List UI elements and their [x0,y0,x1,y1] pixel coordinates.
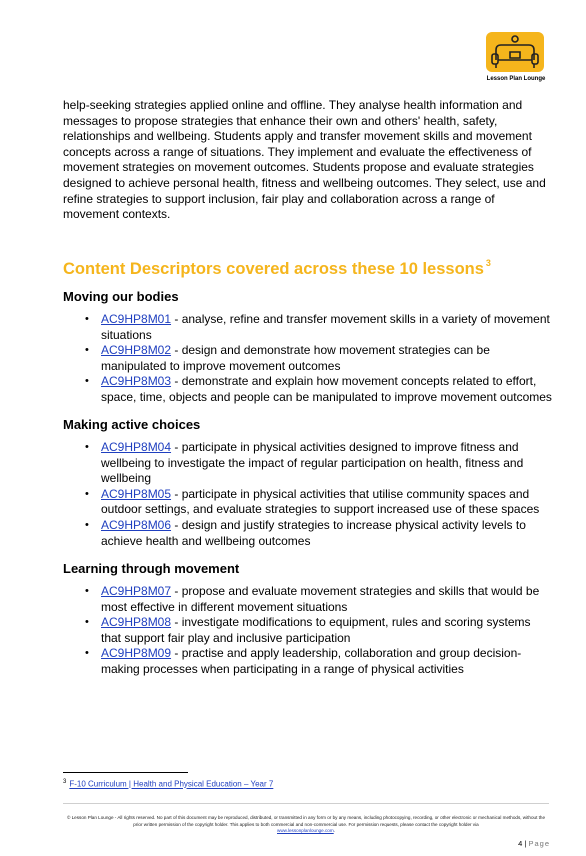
descriptor-code-link[interactable]: AC9HP8M05 [101,486,172,501]
list-item [63,584,553,615]
page-number [518,839,550,848]
achievement-standard-text: help-seeking strategies applied online and offline. They analyse health information and messages to propose strategies that enhance their own and others' health, safety, relationships and wellbeing. Students apply and transfer movement skills and movement concepts across a range of situations. They implement and evaluate the effectiveness of movement strategies on movement outcomes. Students propose and evaluate strategies designed to achieve personal health, fitness and wellbeing outcomes. They select, use and refine strategies to support inclusion, fair play and collaboration across a range of movement contexts. [63,98,546,222]
bullet-icon: • [85,441,89,453]
descriptor-group-moving-our-bodies [63,289,553,406]
descriptor-code-link[interactable]: AC9HP8M01 [101,312,172,326]
descriptor-code-link[interactable]: AC9HP8M09 [101,646,172,661]
bullet-icon: • [85,647,89,660]
bullet-icon: • [85,313,89,325]
bullet-icon: • [85,344,89,357]
page-number-value: 4 [518,839,523,848]
bullet-icon: • [85,616,89,629]
descriptor-text: - analyse, refine and transfer movement skills in a variety of movement situations [101,312,550,342]
list-item [63,518,553,549]
group-title: Making active choices [63,417,201,432]
group-title: Learning through movement [63,561,240,576]
group-title: Moving our bodies [63,289,179,304]
list-item [63,615,553,646]
descriptor-code-link[interactable]: AC9HP8M08 [101,615,172,630]
descriptor-text: - propose and evaluate movement strategies and skills that would be most effective in different movement situations [101,584,540,614]
list-item [63,343,553,374]
footer-divider [63,803,549,804]
list-item [63,646,553,677]
section-heading-text: Content Descriptors covered across these 10 lessons [63,260,484,278]
descriptor-text: - design and demonstrate how movement strategies can be manipulated to improve movement outcomes [101,343,490,373]
descriptor-code-link[interactable]: AC9HP8M06 [101,517,172,532]
descriptor-code-link[interactable]: AC9HP8M03 [101,374,172,389]
logo-text: Lesson Plan Lounge [486,76,546,82]
descriptor-list [63,440,553,549]
list-item [63,374,553,405]
footnote-divider [63,772,188,773]
descriptor-text: - demonstrate and explain how movement concepts related to effort, space, time, objects and people can be manipulated to improve movement outcomes [101,374,552,404]
list-item [63,312,553,343]
bullet-icon: • [85,375,89,388]
bullet-icon: • [85,487,89,500]
descriptor-text: - participate in physical activities designed to improve fitness and wellbeing to investigate the impact of regular participation on health, fitness and wellbeing [101,440,524,486]
descriptor-text: - design and justify strategies to increase physical activity levels to achieve health and wellbeing outcomes [101,517,526,548]
descriptor-code-link[interactable]: AC9HP8M04 [101,440,172,454]
copyright-text: © Lesson Plan Lounge - All rights reserved. No part of this document may be reproduced, distributed, or transmitted in any form or by any means, including photocopying, recording, or other electronic or mechanical methods, without the prior written permission of the copyright holder. This applies to both commercial and non-commercial use. For permission requests, please contact the copyright holder via [66,815,546,827]
page-separator: | [524,839,527,848]
footer-copyright: © Lesson Plan Lounge - All rights reserved. No part of this document may be reproduced, distributed, or transmitted in any form or by any means, including photocopying, recording, or other electronic or mechanical methods, without the prior written permission of the copyright holder. This applies to both commercial and non-commercial use. For permission requests, please contact the copyright holder via www.lessonplanlounge.com. [66,815,546,833]
descriptor-group-making-active-choices [63,417,553,549]
descriptor-list [63,584,553,678]
list-item [63,440,553,487]
footnote-link[interactable]: F-10 Curriculum | Health and Physical Education – Year 7 [69,779,274,789]
descriptor-list [63,312,553,406]
descriptor-text: - investigate modifications to equipment, rules and scoring systems that support fair play and inclusive participation [101,615,531,645]
descriptor-text: - participate in physical activities that utilise community spaces and outdoor settings, and evaluate strategies to support increased use of these spaces [101,486,540,517]
footnote-reference[interactable]: 3 [485,258,491,268]
descriptor-text: - practise and apply leadership, collaboration and group decision-making processes when participating in a range of physical activities [101,646,522,676]
page-label: Page [528,839,550,848]
section-heading [63,258,491,279]
bullet-icon: • [85,585,89,597]
descriptor-code-link[interactable]: AC9HP8M02 [101,343,172,358]
list-item [63,487,553,518]
descriptor-group-learning-through-movement [63,561,553,678]
website-link[interactable]: www.lessonplanlounge.com [277,828,334,833]
footnote [63,779,273,789]
footnote-number: 3 [63,779,67,785]
descriptor-code-link[interactable]: AC9HP8M07 [101,584,172,598]
bullet-icon: • [85,518,89,531]
